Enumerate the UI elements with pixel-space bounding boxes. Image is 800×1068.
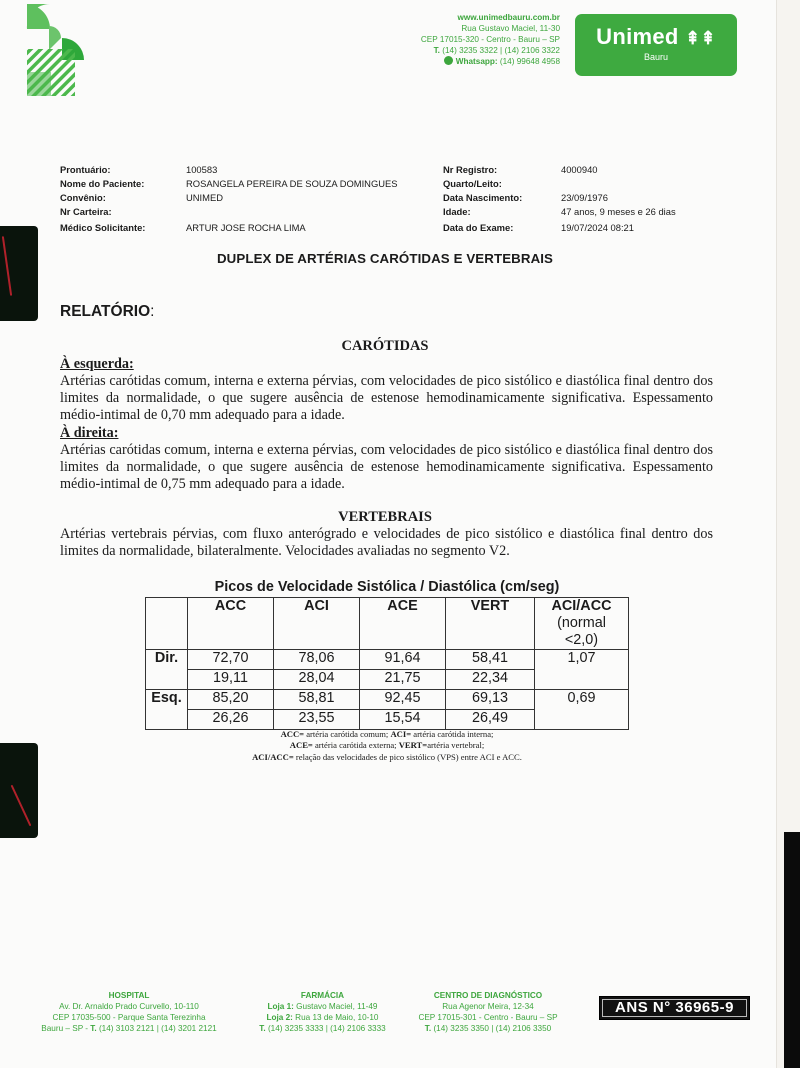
- cell-value: 28,04: [274, 670, 360, 690]
- legend-line: ACI/ACC= relação das velocidades de pico sistólico (VPS) entre ACI e ACC.: [252, 751, 522, 762]
- cell-value: 91,64: [360, 650, 446, 670]
- left-side-heading: À esquerda:: [60, 356, 134, 372]
- footer-diagnostic: [408, 990, 568, 1034]
- binder-clip-top: [0, 226, 38, 321]
- row-side-esq: Esq.: [146, 690, 188, 730]
- ans-registration-badge: ANS N° 36965-9: [599, 996, 750, 1020]
- cell-value: 26,26: [188, 710, 274, 730]
- header-acc: ACC: [188, 598, 274, 650]
- whatsapp-label: Whatsapp:: [455, 57, 498, 67]
- cell-value: 58,41: [446, 650, 535, 670]
- info-row-quarto: Quarto/Leito:: [443, 178, 502, 189]
- header-whatsapp: [421, 56, 560, 67]
- cell-value: 19,11: [188, 670, 274, 690]
- left-side-text: Artérias carótidas comum, interna e externa pérvias, com velocidades de pico sistólico e diastólica final dentro dos limites da normalidade, o que sugere ausência de estenose hemodinamicamente significativa. Espessamento médio-intimal de 0,70 mm adequado para a idade.: [60, 373, 713, 423]
- header-ace: ACE: [360, 598, 446, 650]
- info-row-idade: Idade: 47 anos, 9 meses e 26 dias: [443, 206, 676, 217]
- vertebral-text: Artérias vertebrais pérvias, com fluxo anterógrado e velocidades de pico sistólico e diastólica final dentro dos limites da normalidade, bilateralmente. Velocidades avaliadas no segmento V2.: [60, 526, 713, 559]
- footer-diagnostic-phones: T. (14) 3235 3350 | (14) 2106 3350: [424, 1024, 552, 1033]
- whatsapp-number: (14) 99648 4958: [499, 57, 560, 67]
- header-aci: ACI: [274, 598, 360, 650]
- info-row-registro: Nr Registro: 4000940: [443, 164, 598, 175]
- velocity-table: [145, 597, 629, 730]
- phone-label: T.: [433, 46, 440, 56]
- info-row-nascimento: Data Nascimento: 23/09/1976: [443, 192, 608, 203]
- header-ratio: ACI/ACC (normal <2,0): [535, 598, 629, 650]
- exam-title: DUPLEX DE ARTÉRIAS CARÓTIDAS E VERTEBRAIS: [216, 251, 554, 266]
- table-row: [146, 690, 629, 710]
- table-header-row: [146, 598, 629, 650]
- report-label: RELATÓRIO:: [60, 303, 155, 320]
- cell-value: 78,06: [274, 650, 360, 670]
- carotids-heading: CARÓTIDAS: [341, 338, 429, 354]
- cell-value: 15,54: [360, 710, 446, 730]
- footer-hospital-phones: Bauru – SP - T. (14) 3103 2121 | (14) 3201 2121: [41, 1024, 217, 1033]
- right-side-heading: À direita:: [60, 425, 119, 441]
- header-contact: [421, 12, 560, 67]
- right-side-text: Artérias carótidas comum, interna e externa pérvias, com velocidades de pico sistólico e diastólica final dentro dos limites da normalidade, o que sugere ausência de estenose hemodinamicamente significativa. Espessamento médio-intimal de 0,75 mm adequado para a idade.: [60, 442, 713, 492]
- row-side-dir: Dir.: [146, 650, 188, 690]
- footer-hospital-address: Av. Dr. Arnaldo Prado Curvello, 10-110: [59, 1002, 199, 1011]
- scan-shadow: [784, 832, 800, 1068]
- header-empty: [146, 598, 188, 650]
- pine-trees-icon: ⇞⇞: [685, 28, 716, 48]
- cell-ratio: 0,69: [535, 690, 629, 730]
- footer-hospital: [20, 990, 238, 1034]
- footer-pharmacy-store1: Loja 1: Gustavo Maciel, 11-49: [267, 1002, 378, 1011]
- whatsapp-icon: [444, 56, 453, 65]
- website-link[interactable]: www.unimedbauru.com.br: [457, 13, 560, 22]
- vertebral-heading: VERTEBRAIS: [338, 509, 432, 525]
- footer-pharmacy-phones: T. (14) 3235 3333 | (14) 2106 3333: [259, 1024, 386, 1033]
- cell-value: 85,20: [188, 690, 274, 710]
- phone-numbers: (14) 3235 3322 | (14) 2106 3322: [442, 46, 560, 56]
- header-cep: CEP 17015-320 - Centro - Bauru – SP: [420, 35, 560, 45]
- legend-line: ACC= artéria carótida comum; ACI= artéria carótida interna;: [280, 729, 494, 739]
- cell-value: 58,81: [274, 690, 360, 710]
- header-vert: VERT: [446, 598, 535, 650]
- cell-ratio: 1,07: [535, 650, 629, 690]
- unimed-logo-icon: [26, 2, 88, 97]
- table-row: [146, 650, 629, 670]
- cell-value: 26,49: [446, 710, 535, 730]
- cell-value: 23,55: [274, 710, 360, 730]
- footer-hospital-cep: CEP 17035-500 - Parque Santa Terezinha: [52, 1013, 206, 1022]
- cell-value: 69,13: [446, 690, 535, 710]
- footer-diagnostic-address: Rua Agenor Meira, 12-34: [442, 1002, 534, 1011]
- binder-clip-bottom: [0, 743, 38, 838]
- footer-diagnostic-title: CENTRO DE DIAGNÓSTICO: [433, 991, 543, 1000]
- footer-pharmacy-title: FARMÁCIA: [300, 991, 345, 1000]
- footer-pharmacy: [245, 990, 400, 1034]
- footer-pharmacy-store2: Loja 2: Rua 13 de Maio, 10-10: [266, 1013, 379, 1022]
- brand-city: Bauru: [643, 52, 669, 62]
- velocity-table-title: Picos de Velocidade Sistólica / Diastólica (cm/seg): [214, 579, 560, 595]
- unimed-brand-badge: [575, 14, 737, 76]
- cell-value: 92,45: [360, 690, 446, 710]
- cell-value: 72,70: [188, 650, 274, 670]
- info-row-data-exame: Data do Exame: 19/07/2024 08:21: [443, 222, 634, 233]
- header-phones: [421, 45, 560, 56]
- header-address: Rua Gustavo Maciel, 11-30: [461, 24, 560, 34]
- cell-value: 22,34: [446, 670, 535, 690]
- footer-hospital-title: HOSPITAL: [108, 991, 150, 1000]
- table-legend: [145, 729, 629, 763]
- brand-name: Unimed ⇞⇞: [596, 24, 716, 49]
- footer-diagnostic-cep: CEP 17015-301 - Centro - Bauru – SP: [418, 1013, 558, 1022]
- cell-value: 21,75: [360, 670, 446, 690]
- legend-line: ACE= artéria carótida externa; VERT=artéria vertebral;: [289, 740, 485, 751]
- patient-info-right: [443, 163, 743, 235]
